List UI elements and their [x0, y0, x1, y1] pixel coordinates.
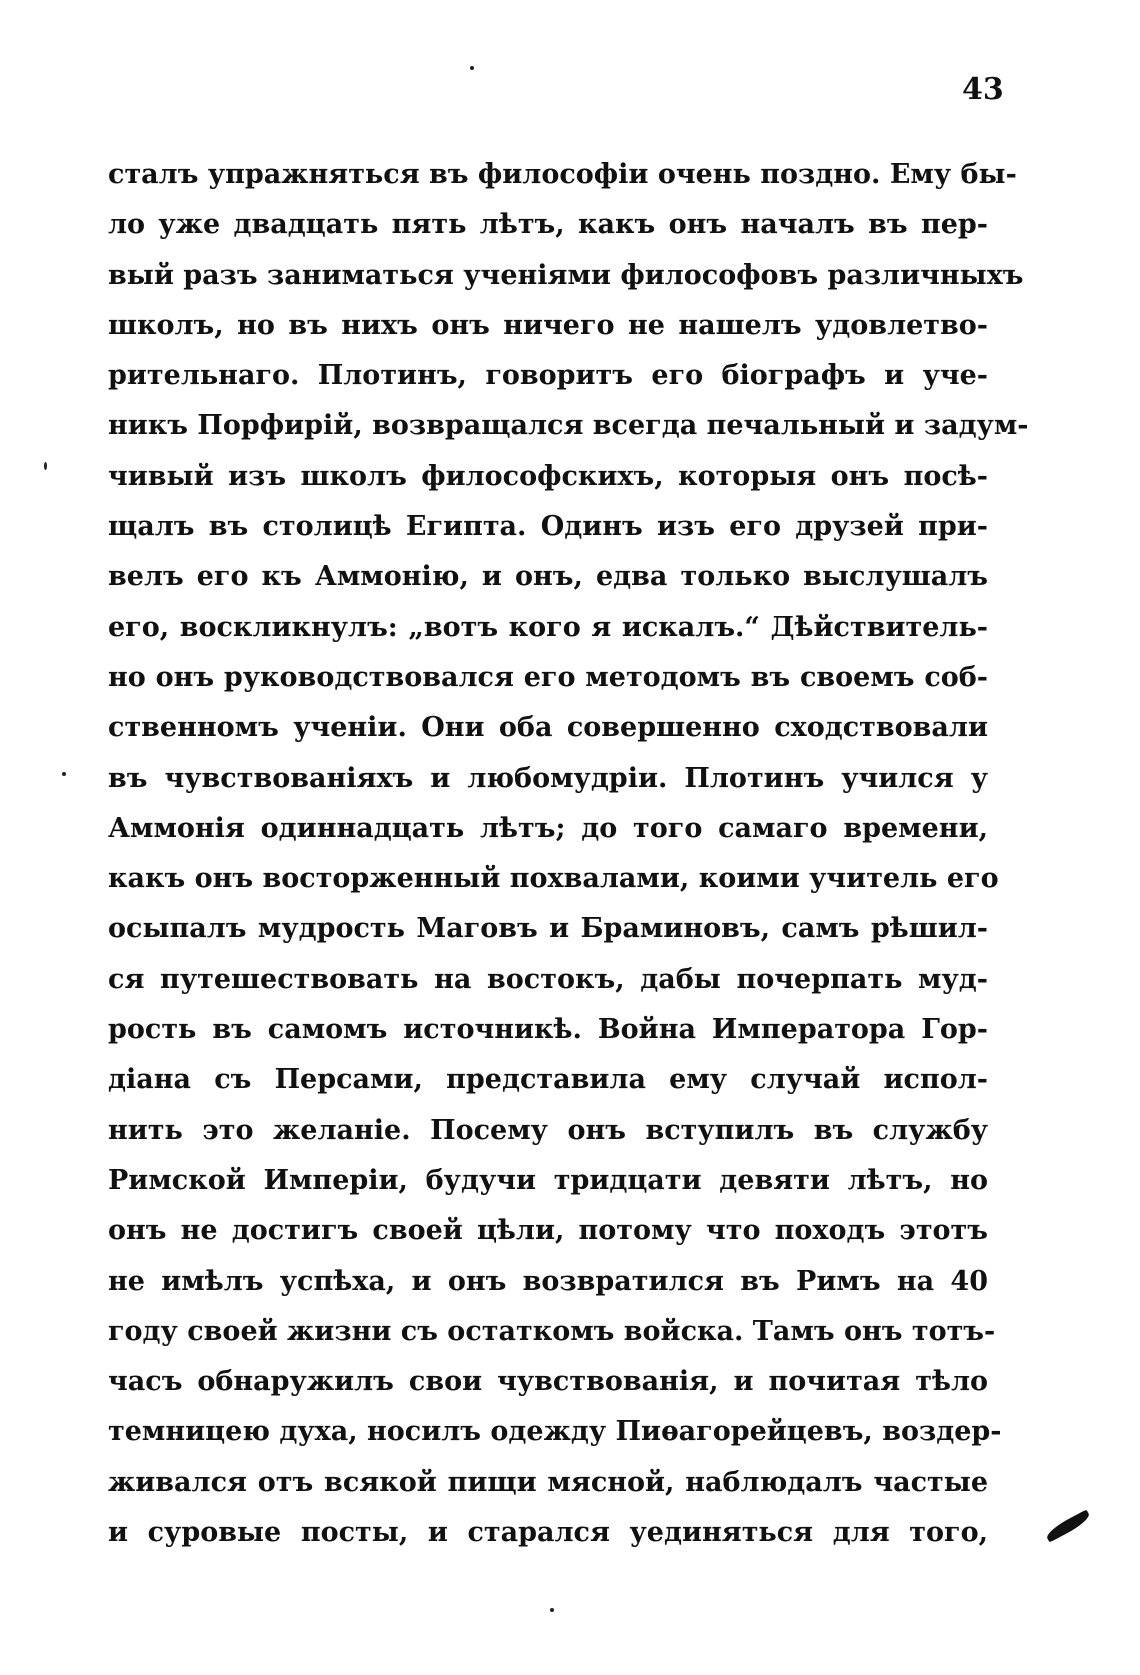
scan-speck: [470, 66, 474, 70]
text-line: сталъ упражняться въ философіи очень поздно. Ему бы-: [108, 159, 1017, 190]
text-line: рость въ самомъ источникѣ. Война Императора Гор-: [108, 1014, 988, 1046]
text-line: онъ не достигъ своей цѣли, потому что походъ этотъ: [108, 1215, 988, 1247]
text-line: ся путешествовать на востокъ, дабы почерпать муд-: [108, 963, 988, 995]
text-line: велъ его къ Аммонію, и онъ, едва только выслушалъ: [108, 561, 988, 593]
body-text: [108, 150, 1029, 1558]
text-line: живался отъ всякой пищи мясной, наблюдалъ частые: [108, 1466, 988, 1498]
text-line: въ чувствованіяхъ и любомудріи. Плотинъ учился у: [108, 762, 988, 794]
text-line: осыпалъ мудрость Маговъ и Браминовъ, самъ рѣшил-: [108, 913, 988, 945]
text-line: рительнаго. Плотинъ, говоритъ его біографъ и уче-: [108, 360, 988, 392]
text-line: году своей жизни съ остаткомъ войска. Тамъ онъ тотъ-: [108, 1315, 996, 1347]
text-line: ственномъ ученіи. Они оба совершенно сходствовали: [108, 712, 988, 744]
text-line: но онъ руководствовался его методомъ въ своемъ соб-: [108, 661, 988, 693]
text-line: школъ, но въ нихъ онъ ничего не нашелъ удовлетво-: [108, 309, 988, 341]
text-line: Аммонія одиннадцать лѣтъ; до того самаго времени,: [108, 812, 988, 844]
text-line: діана съ Персами, представила ему случай испол-: [108, 1064, 988, 1096]
text-line: и суровые посты, и старался уединяться для того,: [108, 1517, 988, 1549]
text-line: Римской Имперіи, будучи тридцати девяти лѣтъ, но: [108, 1164, 988, 1196]
text-line: не имѣлъ успѣха, и онъ возвратился въ Римъ на 40: [108, 1265, 988, 1297]
text-line: часъ обнаружилъ свои чувствованія, и почитая тѣло: [108, 1366, 988, 1398]
text-line: щалъ въ столицѣ Египта. Одинъ изъ его друзей при-: [108, 511, 988, 543]
scan-speck: [44, 462, 47, 470]
text-line: чивый изъ школъ философскихъ, которыя онъ посѣ-: [108, 460, 988, 492]
ink-stroke-icon: [1044, 1509, 1092, 1542]
page-number: 43: [962, 72, 1004, 107]
scan-speck: [62, 772, 66, 776]
text-line: какъ онъ восторженный похвалами, коими учитель его: [108, 863, 999, 895]
text-line: нить это желаніе. Посему онъ вступилъ въ службу: [108, 1114, 988, 1146]
text-line: ло уже двадцать пять лѣтъ, какъ онъ началъ въ пер-: [108, 209, 988, 241]
text-line: его, воскликнулъ: „вотъ кого я искалъ.“ Дѣйствитель-: [108, 611, 988, 643]
text-line: вый разъ заниматься ученіями философовъ различныхъ: [108, 259, 1024, 291]
text-line: темницею духа, носилъ одежду Пиѳагорейцевъ, воздер-: [108, 1416, 1002, 1448]
scan-speck: [550, 1608, 554, 1612]
text-line: никъ Порфирій, возвращался всегда печальный и задум-: [108, 410, 1029, 442]
